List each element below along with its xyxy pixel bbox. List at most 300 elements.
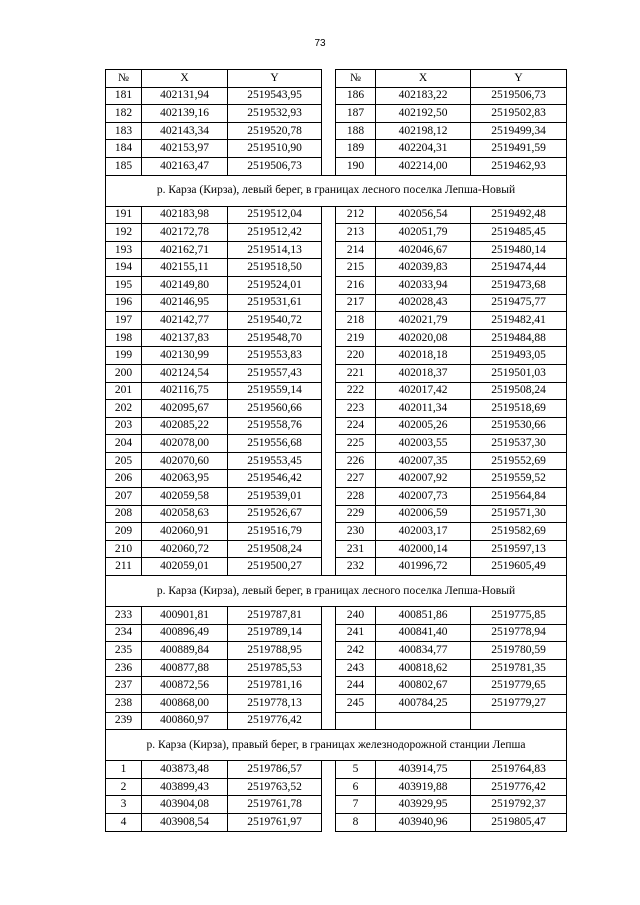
x-coord-cell: 402124,54 <box>142 364 228 382</box>
point-number-cell: 231 <box>336 540 376 558</box>
table-row <box>106 659 567 677</box>
page-number: 73 <box>314 38 326 49</box>
y-coord-cell: 2519475,77 <box>471 294 567 312</box>
point-number-cell: 181 <box>106 87 142 105</box>
point-number-cell: 245 <box>336 695 376 713</box>
x-coord-cell: 402137,83 <box>142 329 228 347</box>
point-number-cell: 225 <box>336 435 376 453</box>
x-coord-cell: 400834,77 <box>376 642 471 660</box>
point-number-cell: 182 <box>106 105 142 123</box>
x-coord-cell: 402020,08 <box>376 329 471 347</box>
point-number-cell: 2 <box>106 778 142 796</box>
y-coord-cell: 2519506,73 <box>471 87 567 105</box>
x-coord-cell: 402143,34 <box>142 122 228 140</box>
y-coord-cell: 2519557,43 <box>228 364 322 382</box>
x-coord-cell: 402139,16 <box>142 105 228 123</box>
column-gap <box>322 122 336 140</box>
column-gap <box>322 157 336 175</box>
point-number-cell: 223 <box>336 400 376 418</box>
x-coord-cell: 402192,50 <box>376 105 471 123</box>
x-coord-cell: 402078,00 <box>142 435 228 453</box>
point-number-cell: 197 <box>106 312 142 330</box>
table-row <box>106 329 567 347</box>
table-row <box>106 505 567 523</box>
x-coord-cell: 402063,95 <box>142 470 228 488</box>
column-gap <box>322 624 336 642</box>
point-number-cell: 4 <box>106 813 142 831</box>
x-coord-cell: 400877,88 <box>142 659 228 677</box>
y-coord-cell: 2519788,95 <box>228 642 322 660</box>
section-title: р. Карза (Кирза), левый берег, в границах лесного поселка Лепша-Новый <box>106 175 567 206</box>
y-coord-cell: 2519508,24 <box>228 540 322 558</box>
x-coord-cell: 402060,91 <box>142 523 228 541</box>
table-row <box>106 364 567 382</box>
point-number-cell: 204 <box>106 435 142 453</box>
point-number-cell: 244 <box>336 677 376 695</box>
x-coord-cell: 402095,67 <box>142 400 228 418</box>
y-coord-cell: 2519559,14 <box>228 382 322 400</box>
y-coord-cell: 2519501,03 <box>471 364 567 382</box>
table-row <box>106 276 567 294</box>
y-coord-cell: 2519473,68 <box>471 276 567 294</box>
table-row <box>106 761 567 779</box>
y-coord-cell: 2519553,83 <box>228 347 322 365</box>
y-coord-cell: 2519524,01 <box>228 276 322 294</box>
table-row <box>106 206 567 224</box>
x-coord-cell: 402058,63 <box>142 505 228 523</box>
point-number-cell: 238 <box>106 695 142 713</box>
column-gap <box>322 452 336 470</box>
point-number-cell: 183 <box>106 122 142 140</box>
table-row <box>106 259 567 277</box>
header-y-coord: Y <box>471 70 567 88</box>
column-gap <box>322 70 336 88</box>
point-number-cell: 8 <box>336 813 376 831</box>
x-coord-cell: 402146,95 <box>142 294 228 312</box>
point-number-cell: 214 <box>336 241 376 259</box>
column-gap <box>322 778 336 796</box>
y-coord-cell: 2519560,66 <box>228 400 322 418</box>
y-coord-cell: 2519764,83 <box>471 761 567 779</box>
y-coord-cell: 2519493,05 <box>471 347 567 365</box>
point-number-cell: 237 <box>106 677 142 695</box>
point-number-cell <box>336 712 376 730</box>
y-coord-cell: 2519540,72 <box>228 312 322 330</box>
point-number-cell: 219 <box>336 329 376 347</box>
y-coord-cell: 2519492,48 <box>471 206 567 224</box>
y-coord-cell: 2519789,14 <box>228 624 322 642</box>
column-gap <box>322 659 336 677</box>
table-row <box>106 677 567 695</box>
column-gap <box>322 241 336 259</box>
column-gap <box>322 712 336 730</box>
table-row <box>106 140 567 158</box>
table-row <box>106 452 567 470</box>
x-coord-cell: 400872,56 <box>142 677 228 695</box>
point-number-cell: 233 <box>106 607 142 625</box>
y-coord-cell: 2519484,88 <box>471 329 567 347</box>
y-coord-cell: 2519779,65 <box>471 677 567 695</box>
table-row <box>106 778 567 796</box>
y-coord-cell: 2519499,34 <box>471 122 567 140</box>
point-number-cell: 200 <box>106 364 142 382</box>
y-coord-cell: 2519775,85 <box>471 607 567 625</box>
x-coord-cell: 402130,99 <box>142 347 228 365</box>
y-coord-cell: 2519530,66 <box>471 417 567 435</box>
column-gap <box>322 558 336 576</box>
table-row <box>106 241 567 259</box>
y-coord-cell: 2519516,79 <box>228 523 322 541</box>
point-number-cell: 221 <box>336 364 376 382</box>
point-number-cell: 185 <box>106 157 142 175</box>
y-coord-cell: 2519506,73 <box>228 157 322 175</box>
column-gap <box>322 347 336 365</box>
x-coord-cell: 402085,22 <box>142 417 228 435</box>
table-row <box>106 294 567 312</box>
point-number-cell: 209 <box>106 523 142 541</box>
y-coord-cell: 2519514,13 <box>228 241 322 259</box>
point-number-cell: 193 <box>106 241 142 259</box>
point-number-cell: 3 <box>106 796 142 814</box>
x-coord-cell: 402153,97 <box>142 140 228 158</box>
x-coord-cell: 403929,95 <box>376 796 471 814</box>
x-coord-cell: 402007,35 <box>376 452 471 470</box>
point-number-cell: 227 <box>336 470 376 488</box>
x-coord-cell: 402183,22 <box>376 87 471 105</box>
point-number-cell: 241 <box>336 624 376 642</box>
point-number-cell: 202 <box>106 400 142 418</box>
x-coord-cell: 401996,72 <box>376 558 471 576</box>
x-coord-cell: 400784,25 <box>376 695 471 713</box>
column-gap <box>322 488 336 506</box>
point-number-cell: 206 <box>106 470 142 488</box>
y-coord-cell: 2519553,45 <box>228 452 322 470</box>
y-coord-cell: 2519518,69 <box>471 400 567 418</box>
y-coord-cell: 2519474,44 <box>471 259 567 277</box>
point-number-cell: 190 <box>336 157 376 175</box>
column-gap <box>322 417 336 435</box>
table-row <box>106 488 567 506</box>
x-coord-cell: 402163,47 <box>142 157 228 175</box>
point-number-cell: 196 <box>106 294 142 312</box>
section-title-row <box>106 730 567 761</box>
point-number-cell: 236 <box>106 659 142 677</box>
column-gap <box>322 329 336 347</box>
y-coord-cell: 2519480,14 <box>471 241 567 259</box>
point-number-cell: 239 <box>106 712 142 730</box>
y-coord-cell: 2519531,61 <box>228 294 322 312</box>
y-coord-cell <box>471 712 567 730</box>
y-coord-cell: 2519787,81 <box>228 607 322 625</box>
x-coord-cell: 400860,97 <box>142 712 228 730</box>
y-coord-cell: 2519532,93 <box>228 105 322 123</box>
point-number-cell: 228 <box>336 488 376 506</box>
table-row <box>106 105 567 123</box>
y-coord-cell: 2519512,42 <box>228 224 322 242</box>
x-coord-cell: 402006,59 <box>376 505 471 523</box>
point-number-cell: 213 <box>336 224 376 242</box>
point-number-cell: 198 <box>106 329 142 347</box>
x-coord-cell: 400841,40 <box>376 624 471 642</box>
section-title: р. Карза (Кирза), правый берег, в границах железнодорожной станции Лепша <box>106 730 567 761</box>
point-number-cell: 210 <box>106 540 142 558</box>
x-coord-cell: 402059,58 <box>142 488 228 506</box>
point-number-cell: 232 <box>336 558 376 576</box>
y-coord-cell: 2519510,90 <box>228 140 322 158</box>
x-coord-cell: 403908,54 <box>142 813 228 831</box>
x-coord-cell: 402033,94 <box>376 276 471 294</box>
column-gap <box>322 813 336 831</box>
table-row <box>106 558 567 576</box>
point-number-cell: 218 <box>336 312 376 330</box>
y-coord-cell: 2519548,70 <box>228 329 322 347</box>
x-coord-cell: 403873,48 <box>142 761 228 779</box>
section-title: р. Карза (Кирза), левый берег, в границах лесного поселка Лепша-Новый <box>106 576 567 607</box>
point-number-cell: 191 <box>106 206 142 224</box>
x-coord-cell: 402007,92 <box>376 470 471 488</box>
y-coord-cell: 2519776,42 <box>471 778 567 796</box>
x-coord-cell: 400896,49 <box>142 624 228 642</box>
x-coord-cell: 402046,67 <box>376 241 471 259</box>
column-gap <box>322 105 336 123</box>
table-row <box>106 122 567 140</box>
point-number-cell: 203 <box>106 417 142 435</box>
table-row <box>106 470 567 488</box>
y-coord-cell: 2519485,45 <box>471 224 567 242</box>
point-number-cell: 243 <box>336 659 376 677</box>
y-coord-cell: 2519526,67 <box>228 505 322 523</box>
table-row <box>106 435 567 453</box>
x-coord-cell: 403919,88 <box>376 778 471 796</box>
y-coord-cell: 2519559,52 <box>471 470 567 488</box>
x-coord-cell: 402021,79 <box>376 312 471 330</box>
x-coord-cell: 402028,43 <box>376 294 471 312</box>
y-coord-cell: 2519556,68 <box>228 435 322 453</box>
point-number-cell: 240 <box>336 607 376 625</box>
column-gap <box>322 470 336 488</box>
point-number-cell: 234 <box>106 624 142 642</box>
y-coord-cell: 2519776,42 <box>228 712 322 730</box>
table-row <box>106 607 567 625</box>
x-coord-cell: 403914,75 <box>376 761 471 779</box>
point-number-cell: 224 <box>336 417 376 435</box>
x-coord-cell: 402214,00 <box>376 157 471 175</box>
x-coord-cell: 402018,37 <box>376 364 471 382</box>
table-row <box>106 712 567 730</box>
point-number-cell: 184 <box>106 140 142 158</box>
point-number-cell: 6 <box>336 778 376 796</box>
y-coord-cell: 2519778,13 <box>228 695 322 713</box>
y-coord-cell: 2519597,13 <box>471 540 567 558</box>
y-coord-cell: 2519508,24 <box>471 382 567 400</box>
y-coord-cell: 2519518,50 <box>228 259 322 277</box>
y-coord-cell: 2519520,78 <box>228 122 322 140</box>
point-number-cell: 222 <box>336 382 376 400</box>
point-number-cell: 187 <box>336 105 376 123</box>
column-gap <box>322 677 336 695</box>
column-gap <box>322 435 336 453</box>
point-number-cell: 7 <box>336 796 376 814</box>
point-number-cell: 229 <box>336 505 376 523</box>
column-gap <box>322 224 336 242</box>
y-coord-cell: 2519763,52 <box>228 778 322 796</box>
y-coord-cell: 2519502,83 <box>471 105 567 123</box>
x-coord-cell: 402060,72 <box>142 540 228 558</box>
x-coord-cell: 402155,11 <box>142 259 228 277</box>
y-coord-cell: 2519779,27 <box>471 695 567 713</box>
x-coord-cell: 402162,71 <box>142 241 228 259</box>
table-row <box>106 382 567 400</box>
y-coord-cell: 2519778,94 <box>471 624 567 642</box>
header-y-coord: Y <box>228 70 322 88</box>
table-row <box>106 347 567 365</box>
table-row <box>106 87 567 105</box>
y-coord-cell: 2519785,53 <box>228 659 322 677</box>
column-gap <box>322 400 336 418</box>
point-number-cell: 186 <box>336 87 376 105</box>
point-number-cell: 235 <box>106 642 142 660</box>
x-coord-cell: 402039,83 <box>376 259 471 277</box>
point-number-cell: 188 <box>336 122 376 140</box>
table-row <box>106 312 567 330</box>
x-coord-cell: 402131,94 <box>142 87 228 105</box>
table-row <box>106 417 567 435</box>
x-coord-cell: 400818,62 <box>376 659 471 677</box>
column-gap <box>322 294 336 312</box>
column-gap <box>322 505 336 523</box>
column-gap <box>322 312 336 330</box>
x-coord-cell: 403940,96 <box>376 813 471 831</box>
x-coord-cell: 400868,00 <box>142 695 228 713</box>
y-coord-cell: 2519558,76 <box>228 417 322 435</box>
column-gap <box>322 796 336 814</box>
y-coord-cell: 2519781,16 <box>228 677 322 695</box>
table-row <box>106 642 567 660</box>
x-coord-cell: 403899,43 <box>142 778 228 796</box>
x-coord-cell: 400901,81 <box>142 607 228 625</box>
table-row <box>106 540 567 558</box>
y-coord-cell: 2519780,59 <box>471 642 567 660</box>
y-coord-cell: 2519539,01 <box>228 488 322 506</box>
point-number-cell: 207 <box>106 488 142 506</box>
x-coord-cell: 402172,78 <box>142 224 228 242</box>
column-gap <box>322 607 336 625</box>
y-coord-cell: 2519792,37 <box>471 796 567 814</box>
x-coord-cell: 402018,18 <box>376 347 471 365</box>
x-coord-cell: 402070,60 <box>142 452 228 470</box>
section-title-row <box>106 576 567 607</box>
x-coord-cell: 402003,17 <box>376 523 471 541</box>
y-coord-cell: 2519761,78 <box>228 796 322 814</box>
point-number-cell: 220 <box>336 347 376 365</box>
x-coord-cell: 400802,67 <box>376 677 471 695</box>
x-coord-cell: 402056,54 <box>376 206 471 224</box>
header-x-coord: X <box>142 70 228 88</box>
table-row <box>106 523 567 541</box>
column-gap <box>322 695 336 713</box>
x-coord-cell: 402183,98 <box>142 206 228 224</box>
x-coord-cell: 402149,80 <box>142 276 228 294</box>
point-number-cell: 212 <box>336 206 376 224</box>
x-coord-cell: 402142,77 <box>142 312 228 330</box>
point-number-cell: 205 <box>106 452 142 470</box>
column-gap <box>322 140 336 158</box>
x-coord-cell: 402051,79 <box>376 224 471 242</box>
table-row <box>106 813 567 831</box>
point-number-cell: 5 <box>336 761 376 779</box>
table-row <box>106 695 567 713</box>
x-coord-cell: 403904,08 <box>142 796 228 814</box>
y-coord-cell: 2519605,49 <box>471 558 567 576</box>
header-point-number: № <box>106 70 142 88</box>
point-number-cell: 199 <box>106 347 142 365</box>
point-number-cell: 195 <box>106 276 142 294</box>
x-coord-cell: 402007,73 <box>376 488 471 506</box>
y-coord-cell: 2519564,84 <box>471 488 567 506</box>
x-coord-cell: 400889,84 <box>142 642 228 660</box>
y-coord-cell: 2519582,69 <box>471 523 567 541</box>
x-coord-cell: 400851,86 <box>376 607 471 625</box>
column-gap <box>322 761 336 779</box>
y-coord-cell: 2519761,97 <box>228 813 322 831</box>
point-number-cell: 201 <box>106 382 142 400</box>
point-number-cell: 230 <box>336 523 376 541</box>
column-gap <box>322 382 336 400</box>
column-gap <box>322 276 336 294</box>
y-coord-cell: 2519512,04 <box>228 206 322 224</box>
table-row <box>106 624 567 642</box>
x-coord-cell: 402003,55 <box>376 435 471 453</box>
y-coord-cell: 2519805,47 <box>471 813 567 831</box>
y-coord-cell: 2519546,42 <box>228 470 322 488</box>
point-number-cell: 211 <box>106 558 142 576</box>
table-row <box>106 796 567 814</box>
y-coord-cell: 2519571,30 <box>471 505 567 523</box>
point-number-cell: 215 <box>336 259 376 277</box>
x-coord-cell: 402116,75 <box>142 382 228 400</box>
header-point-number: № <box>336 70 376 88</box>
x-coord-cell: 402017,42 <box>376 382 471 400</box>
x-coord-cell: 402000,14 <box>376 540 471 558</box>
point-number-cell: 217 <box>336 294 376 312</box>
y-coord-cell: 2519543,95 <box>228 87 322 105</box>
y-coord-cell: 2519482,41 <box>471 312 567 330</box>
point-number-cell: 226 <box>336 452 376 470</box>
y-coord-cell: 2519552,69 <box>471 452 567 470</box>
section-title-row <box>106 175 567 206</box>
column-gap <box>322 540 336 558</box>
column-gap <box>322 259 336 277</box>
y-coord-cell: 2519781,35 <box>471 659 567 677</box>
table-row <box>106 157 567 175</box>
y-coord-cell: 2519786,57 <box>228 761 322 779</box>
point-number-cell: 194 <box>106 259 142 277</box>
table-header-row <box>106 70 567 88</box>
column-gap <box>322 87 336 105</box>
table-row <box>106 400 567 418</box>
point-number-cell: 208 <box>106 505 142 523</box>
x-coord-cell: 402005,26 <box>376 417 471 435</box>
table-row <box>106 224 567 242</box>
point-number-cell: 216 <box>336 276 376 294</box>
x-coord-cell: 402011,34 <box>376 400 471 418</box>
point-number-cell: 242 <box>336 642 376 660</box>
point-number-cell: 192 <box>106 224 142 242</box>
y-coord-cell: 2519537,30 <box>471 435 567 453</box>
column-gap <box>322 523 336 541</box>
header-x-coord: X <box>376 70 471 88</box>
column-gap <box>322 364 336 382</box>
